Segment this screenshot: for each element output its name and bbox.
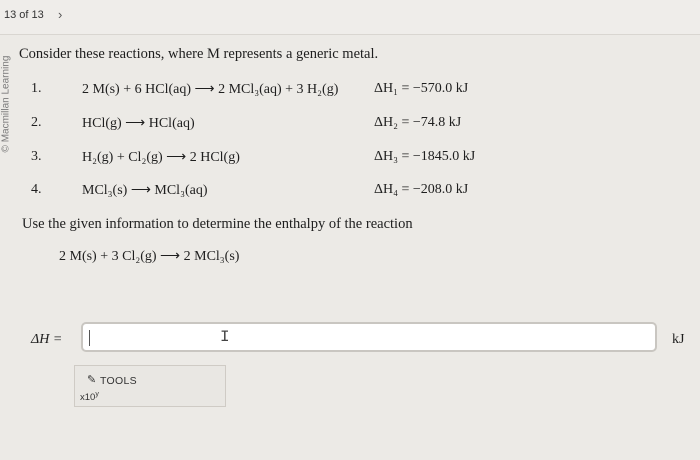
- reaction-equation: 2 M(s) + 6 HCl(aq) ⟶ 2 MCl₃(aq) + 3 H₂(g): [82, 82, 339, 97]
- reaction-enthalpy: ΔH₁ = −570.0 kJ: [374, 81, 469, 96]
- intro-text: Consider these reactions, where M represents a generic metal.: [19, 46, 379, 62]
- reaction-enthalpy: ΔH₂ = −74.8 kJ: [374, 115, 462, 130]
- tools-label: TOOLS: [100, 375, 137, 387]
- i-beam-cursor-icon: I: [220, 328, 230, 346]
- reaction-number: 3.: [31, 149, 42, 164]
- reaction-equation: HCl(g) ⟶ HCl(aq): [82, 116, 195, 131]
- answer-unit: kJ: [672, 332, 685, 347]
- reaction-equation: MCl₃(s) ⟶ MCl₃(aq): [82, 183, 208, 198]
- reaction-row-2: [0, 115, 700, 135]
- text-caret: [89, 330, 90, 346]
- reaction-number: 4.: [31, 182, 42, 197]
- answer-label: ΔH =: [31, 332, 63, 347]
- top-bar: [0, 0, 700, 35]
- reaction-row-4: [0, 182, 700, 202]
- scientific-notation-button[interactable]: [80, 391, 99, 403]
- reaction-enthalpy: ΔH₃ = −1845.0 kJ: [374, 149, 476, 164]
- next-page-icon[interactable]: ›: [58, 7, 63, 22]
- copyright-credit: © Macmillan Learning: [0, 55, 12, 153]
- wrench-icon: ✎: [87, 374, 97, 386]
- target-reaction: 2 M(s) + 3 Cl₂(g) ⟶ 2 MCl₃(s): [59, 249, 240, 264]
- page-counter: 13 of 13: [4, 9, 44, 21]
- sci-exponent: y: [95, 391, 99, 398]
- reaction-number: 1.: [31, 81, 42, 96]
- enthalpy-answer-input[interactable]: [81, 322, 657, 352]
- reaction-row-1: [0, 81, 700, 101]
- reaction-row-3: [0, 149, 700, 169]
- reaction-equation: H₂(g) + Cl₂(g) ⟶ 2 HCl(g): [82, 150, 240, 165]
- question-text: Use the given information to determine the enthalpy of the reaction: [22, 216, 413, 232]
- reaction-enthalpy: ΔH₄ = −208.0 kJ: [374, 182, 469, 197]
- sci-base: x10: [80, 392, 96, 404]
- reaction-number: 2.: [31, 115, 42, 130]
- tools-button[interactable]: [74, 365, 226, 407]
